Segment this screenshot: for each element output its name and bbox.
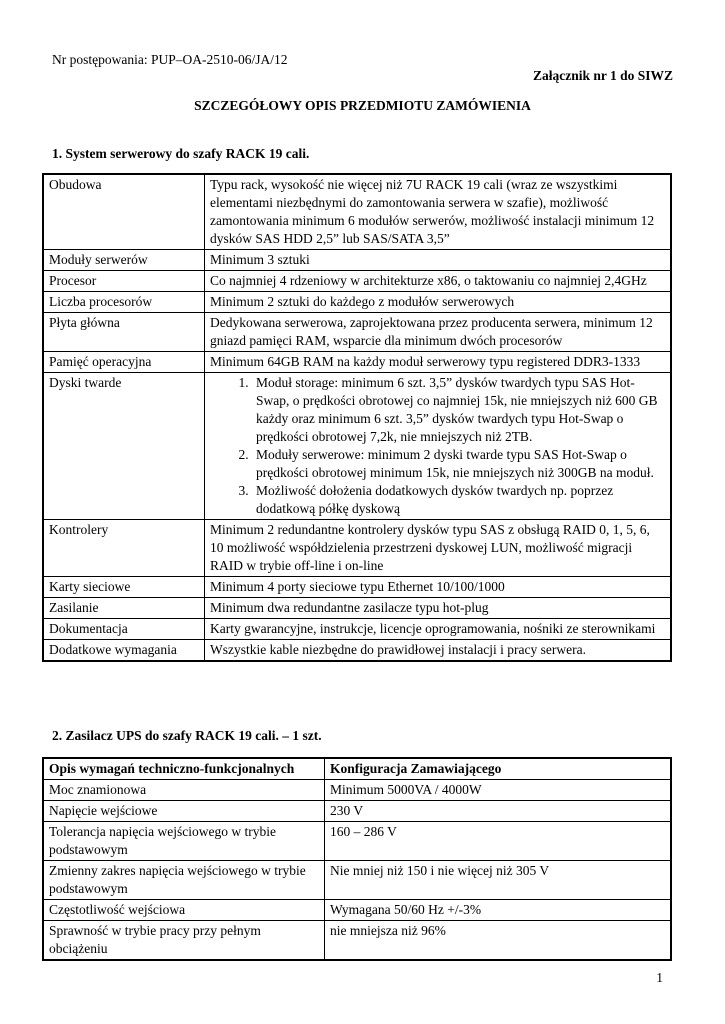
table-row [43,619,671,640]
spec-label: Dokumentacja [43,619,205,640]
spec-value: Karty gwarancyjne, instrukcje, licencje oprogramowania, nośniki ze sterownikami [205,619,672,640]
disk-requirements-list [210,374,665,518]
spec-label: Płyta główna [43,313,205,352]
column-header: Konfiguracja Zamawiającego [325,758,672,780]
spec-label: Tolerancja napięcia wejściowego w trybie podstawowym [43,822,325,861]
spec-label: Moduły serwerów [43,250,205,271]
spec-value: nie mniejsza niż 96% [325,921,672,961]
server-spec-table [42,173,672,662]
section2-heading: 2. Zasilacz UPS do szafy RACK 19 cali. – 1 szt. [52,728,322,743]
spec-value: Wymagana 50/60 Hz +/-3% [325,900,672,921]
table-header-row [43,758,671,780]
spec-value [205,373,672,520]
spec-label: Moc znamionowa [43,780,325,801]
spec-label: Zmienny zakres napięcia wejściowego w trybie podstawowym [43,861,325,900]
spec-value: Co najmniej 4 rdzeniowy w architekturze x86, o taktowaniu co najmniej 2,4GHz [205,271,672,292]
spec-label: Dyski twarde [43,373,205,520]
spec-value: Minimum 4 porty sieciowe typu Ethernet 10/100/1000 [205,577,672,598]
spec-value: Dedykowana serwerowa, zaprojektowana przez producenta serwera, minimum 12 gniazd pamięci RAM, wsparcie dla minimum dwóch procesorów [205,313,672,352]
table-row [43,921,671,961]
spec-label: Procesor [43,271,205,292]
spec-value: Minimum 5000VA / 4000W [325,780,672,801]
table-row [43,780,671,801]
spec-value: 230 V [325,801,672,822]
section1-heading: 1. System serwerowy do szafy RACK 19 cali. [52,146,310,161]
list-item: 3. Możliwość dołożenia dodatkowych dysków twardych np. poprzez dodatkową półkę dyskową [252,482,665,518]
spec-value: Minimum 64GB RAM na każdy moduł serwerowy typu registered DDR3-1333 [205,352,672,373]
spec-label: Dodatkowe wymagania [43,640,205,662]
spec-label: Karty sieciowe [43,577,205,598]
table-row [43,577,671,598]
spec-value: Wszystkie kable niezbędne do prawidłowej instalacji i pracy serwera. [205,640,672,662]
spec-value: 160 – 286 V [325,822,672,861]
table-row [43,861,671,900]
table-row [43,598,671,619]
table-row [43,313,671,352]
spec-value: Minimum 2 redundantne kontrolery dysków typu SAS z obsługą RAID 0, 1, 5, 6, 10 możliwość współdzielenia przestrzeni dyskowej LUN, możliwość migracji RAID w trybie off-line i on-line [205,520,672,577]
spec-label: Liczba procesorów [43,292,205,313]
column-header: Opis wymagań techniczno-funkcjonalnych [43,758,325,780]
table-row [43,250,671,271]
spec-label: Zasilanie [43,598,205,619]
table-row [43,520,671,577]
spec-label: Kontrolery [43,520,205,577]
spec-value: Minimum dwa redundantne zasilacze typu hot-plug [205,598,672,619]
spec-value: Nie mniej niż 150 i nie więcej niż 305 V [325,861,672,900]
spec-value: Minimum 3 sztuki [205,250,672,271]
ups-spec-table [42,757,672,961]
list-item: 2. Moduły serwerowe: minimum 2 dyski twarde typu SAS Hot-Swap o prędkości obrotowej minimum 15k, nie mniejszych niż 300GB na moduł. [252,446,665,482]
table-row [43,900,671,921]
document-title: SZCZEGÓŁOWY OPIS PRZEDMIOTU ZAMÓWIENIA [194,98,531,113]
table-row [43,801,671,822]
spec-label: Obudowa [43,174,205,250]
table-row [43,174,671,250]
table-row [43,822,671,861]
spec-label: Sprawność w trybie pracy przy pełnym obciążeniu [43,921,325,961]
table-row [43,373,671,520]
spec-label: Pamięć operacyjna [43,352,205,373]
table-row [43,271,671,292]
spec-label: Częstotliwość wejściowa [43,900,325,921]
spec-label: Napięcie wejściowe [43,801,325,822]
table-row [43,640,671,662]
table-row [43,352,671,373]
spec-value: Typu rack, wysokość nie więcej niż 7U RACK 19 cali (wraz ze wszystkimi elementami niezbędnymi do zamontowania serwera w szafie), możliwość zamontowania minimum 6 modułów serwerów, możliwość instalacji minimum 12 dysków SAS HDD 2,5” lub SAS/SATA 3,5” [205,174,672,250]
table-row [43,292,671,313]
list-item: 1. Moduł storage: minimum 6 szt. 3,5” dysków twardych typu SAS Hot-Swap, o prędkości obrotowej co najmniej 15k, nie mniejszych niż 600 GB każdy oraz minimum 6 szt. 3,5” dysków twardych typu Hot-Swap o prędkości obrotowej 7,2k, nie mniejszych niż 2TB. [252,374,665,446]
attachment-label: Załącznik nr 1 do SIWZ [532,68,673,83]
page-number: 1 [656,970,663,985]
proceeding-number: Nr postępowania: PUP–OA-2510-06/JA/12 [52,52,288,67]
spec-value: Minimum 2 sztuki do każdego z modułów serwerowych [205,292,672,313]
